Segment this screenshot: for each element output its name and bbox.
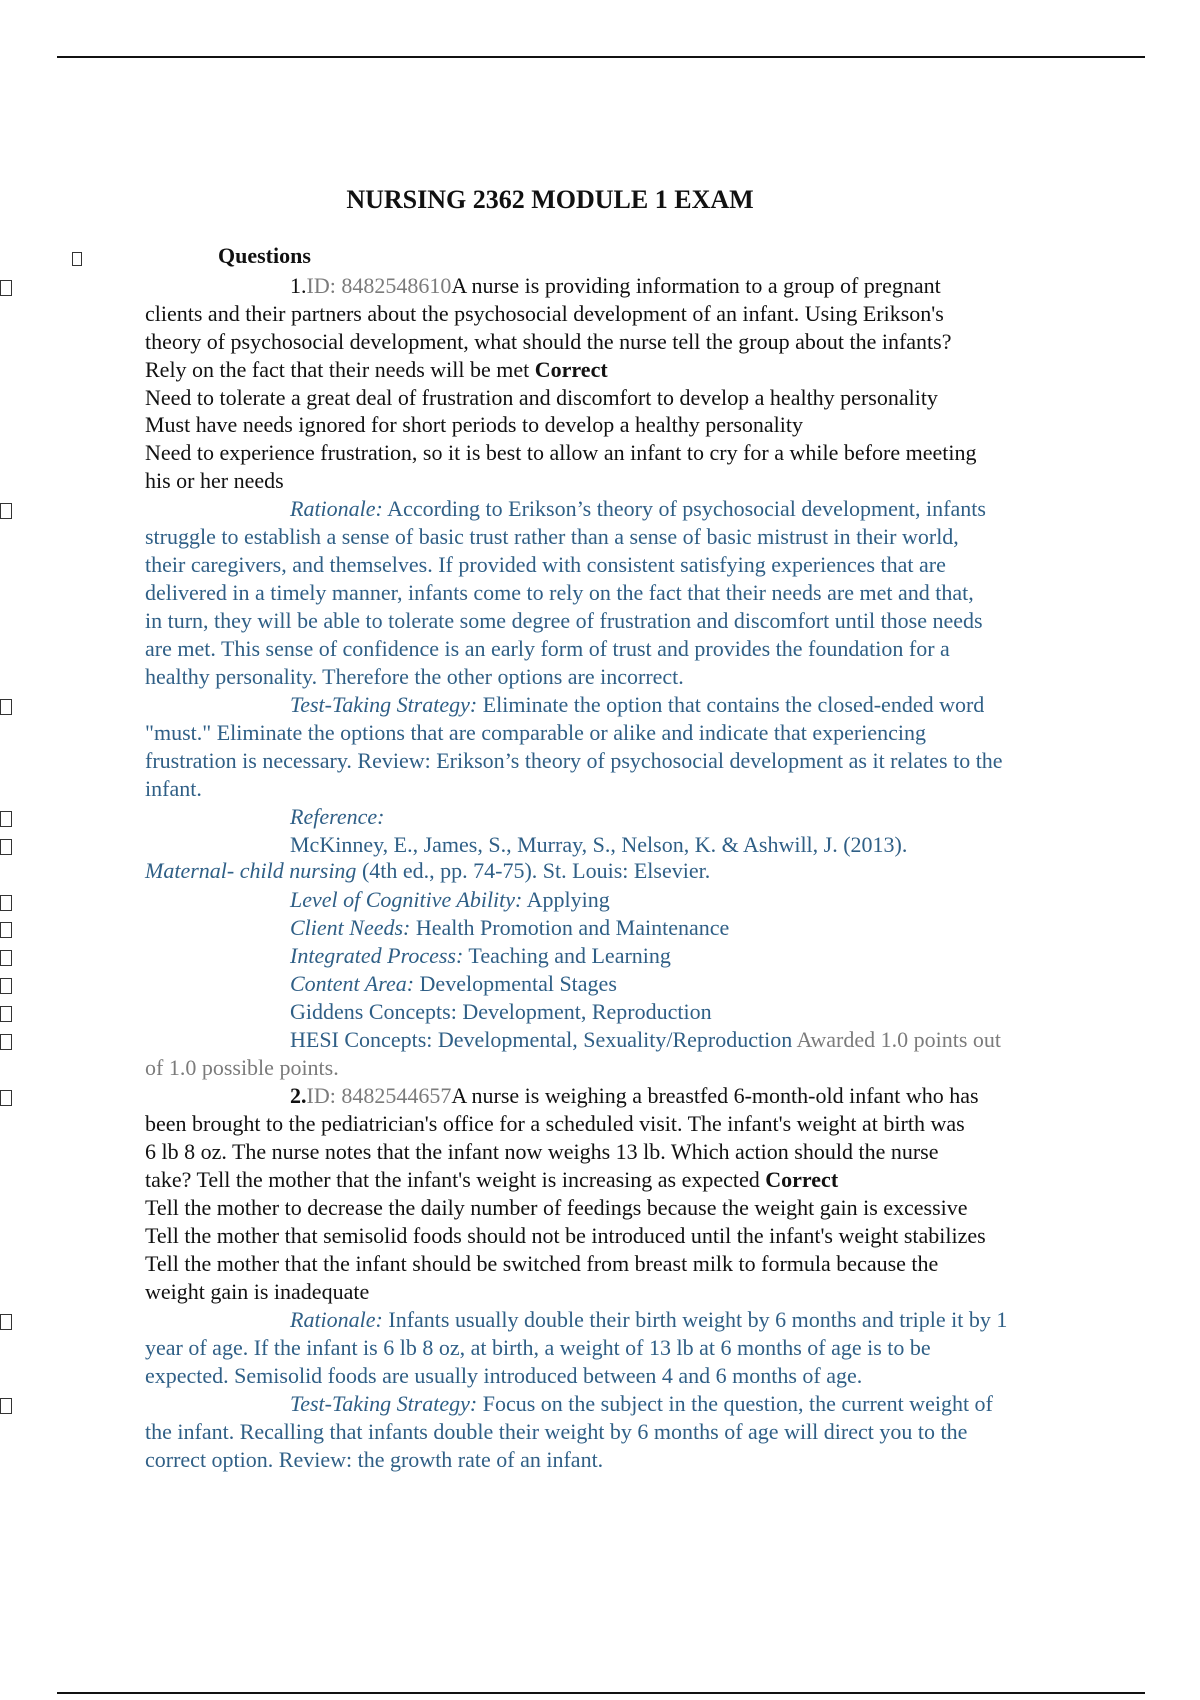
q1-content-area: Content Area: Developmental Stages bbox=[290, 971, 617, 996]
q1-option-d-line-1: Need to experience frustration, so it is best to allow an infant to cry for a while before meeting bbox=[145, 440, 977, 465]
bullet-marker-icon bbox=[72, 252, 82, 266]
q2-option-c: Tell the mother that semisolid foods should not be introduced until the infant's weight stabilizes bbox=[145, 1223, 986, 1248]
q1-rationale-line-3: their caregivers, and themselves. If provided with consistent satisfying experiences that are bbox=[145, 552, 946, 577]
q1-cognitive-level: Level of Cognitive Ability: Applying bbox=[290, 887, 610, 912]
q2-stem-line-2: been brought to the pediatrician's office for a scheduled visit. The infant's weight at birth was bbox=[145, 1111, 965, 1136]
q1-client-needs: Client Needs: Health Promotion and Maintenance bbox=[290, 915, 730, 940]
bullet-marker-icon bbox=[0, 895, 12, 911]
bottom-rule bbox=[57, 1692, 1145, 1694]
q2-option-b: Tell the mother to decrease the daily number of feedings because the weight gain is excessive bbox=[145, 1195, 968, 1220]
bullet-marker-icon bbox=[0, 922, 12, 938]
q2-strategy-line-3: correct option. Review: the growth rate of an infant. bbox=[145, 1447, 604, 1472]
q1-stem-line-3: theory of psychosocial development, what should the nurse tell the group about the infants? bbox=[145, 329, 952, 354]
bullet-marker-icon bbox=[0, 1398, 12, 1414]
bullet-marker-icon bbox=[0, 1314, 12, 1330]
q1-rationale-line-1: Rationale: According to Erikson’s theory of psychosocial development, infants bbox=[290, 496, 986, 521]
bullet-marker-icon bbox=[0, 1090, 12, 1106]
q2-rationale-line-3: expected. Semisolid foods are usually introduced between 4 and 6 months of age. bbox=[145, 1363, 863, 1388]
top-rule bbox=[57, 56, 1145, 58]
q1-rationale-line-6: are met. This sense of confidence is an early form of trust and provides the foundation for a bbox=[145, 636, 950, 661]
q1-rationale-line-5: in turn, they will be able to tolerate some degree of frustration and discomfort until those needs bbox=[145, 608, 983, 633]
section-heading: Questions bbox=[218, 243, 311, 268]
page-title: NURSING 2362 MODULE 1 EXAM bbox=[346, 185, 754, 214]
q1-reference-label: Reference: bbox=[290, 804, 385, 829]
q1-reference-line-1: McKinney, E., James, S., Murray, S., Nelson, K. & Ashwill, J. (2013). bbox=[290, 832, 908, 857]
q2-strategy-line-1: Test-Taking Strategy: Focus on the subject in the question, the current weight of bbox=[290, 1391, 993, 1416]
bullet-marker-icon bbox=[0, 811, 12, 827]
q1-hesi-concepts: HESI Concepts: Developmental, Sexuality/Reproduction Awarded 1.0 points out bbox=[290, 1027, 1002, 1052]
q1-option-d-line-2: his or her needs bbox=[145, 468, 284, 493]
q2-rationale-line-1: Rationale: Infants usually double their birth weight by 6 months and triple it by 1 bbox=[290, 1307, 1008, 1332]
q1-strategy-line-2: "must." Eliminate the options that are comparable or alike and indicate that experiencing bbox=[145, 720, 926, 745]
bullet-marker-icon bbox=[0, 839, 12, 855]
q1-stem-line-1: 1.ID: 8482548610A nurse is providing information to a group of pregnant bbox=[290, 273, 941, 298]
q1-strategy-line-3: frustration is necessary. Review: Erikson’s theory of psychosocial development as it relates to the bbox=[145, 748, 1003, 773]
q1-option-correct: Rely on the fact that their needs will be met Correct bbox=[145, 357, 608, 382]
bullet-marker-icon bbox=[0, 699, 12, 715]
q2-option-d-line-2: weight gain is inadequate bbox=[145, 1279, 370, 1304]
q1-stem-line-2: clients and their partners about the psychosocial development of an infant. Using Erikson's bbox=[145, 301, 944, 326]
q2-option-correct: take? Tell the mother that the infant's weight is increasing as expected Correct bbox=[145, 1167, 839, 1192]
q1-rationale-line-2: struggle to establish a sense of basic trust rather than a sense of basic mistrust in their world, bbox=[145, 524, 959, 549]
bullet-marker-icon bbox=[0, 503, 12, 519]
q1-reference-line-2: Maternal- child nursing (4th ed., pp. 74-75). St. Louis: Elsevier. bbox=[145, 858, 711, 883]
q1-points-awarded: of 1.0 possible points. bbox=[145, 1055, 339, 1080]
q2-strategy-line-2: the infant. Recalling that infants double their weight by 6 months of age will direct you to the bbox=[145, 1419, 968, 1444]
q1-strategy-line-4: infant. bbox=[145, 776, 202, 801]
q1-rationale-line-7: healthy personality. Therefore the other options are incorrect. bbox=[145, 664, 684, 689]
q2-stem-line-3: 6 lb 8 oz. The nurse notes that the infant now weighs 13 lb. Which action should the nurse bbox=[145, 1139, 939, 1164]
q2-rationale-line-2: year of age. If the infant is 6 lb 8 oz, at birth, a weight of 13 lb at 6 months of age is to be bbox=[145, 1335, 931, 1360]
bullet-marker-icon bbox=[0, 1006, 12, 1022]
q1-integrated-process: Integrated Process: Teaching and Learning bbox=[290, 943, 671, 968]
bullet-marker-icon bbox=[0, 1034, 12, 1050]
q2-stem-line-1: 2.ID: 8482544657A nurse is weighing a breastfed 6-month-old infant who has bbox=[290, 1083, 979, 1108]
bullet-marker-icon bbox=[0, 280, 12, 296]
bullet-marker-icon bbox=[0, 950, 12, 966]
q1-giddens-concepts: Giddens Concepts: Development, Reproduction bbox=[290, 999, 712, 1024]
q2-option-d-line-1: Tell the mother that the infant should be switched from breast milk to formula because the bbox=[145, 1251, 939, 1276]
q1-option-c: Must have needs ignored for short periods to develop a healthy personality bbox=[145, 412, 804, 437]
q1-rationale-line-4: delivered in a timely manner, infants come to rely on the fact that their needs are met and that, bbox=[145, 580, 974, 605]
q1-strategy-line-1: Test-Taking Strategy: Eliminate the option that contains the closed-ended word bbox=[290, 692, 985, 717]
q1-option-b: Need to tolerate a great deal of frustration and discomfort to develop a healthy personality bbox=[145, 385, 938, 410]
bullet-marker-icon bbox=[0, 978, 12, 994]
